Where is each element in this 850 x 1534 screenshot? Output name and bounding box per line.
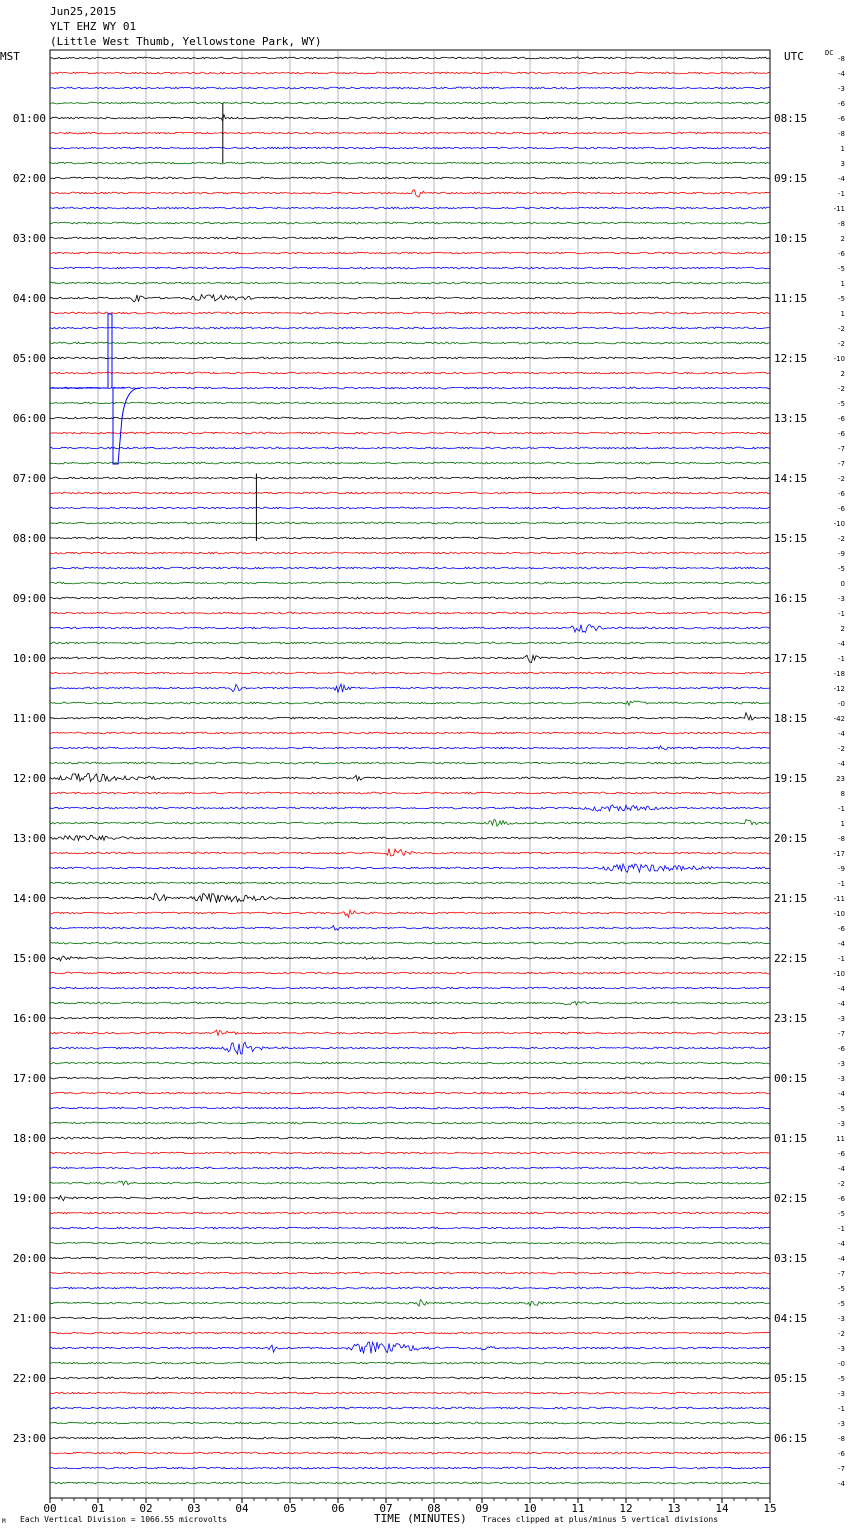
dc-offset-label: -5 bbox=[838, 565, 845, 573]
dc-offset-label: -7 bbox=[838, 1270, 845, 1278]
dc-offset-label: 1 bbox=[840, 280, 845, 288]
left-hour-label: 06:00 bbox=[12, 412, 46, 425]
left-hour-label: 11:00 bbox=[12, 712, 46, 725]
x-tick-label: 05 bbox=[283, 1502, 297, 1515]
footer-scale-note: Each Vertical Division = 1066.55 microvolts bbox=[20, 1515, 228, 1524]
trace-77 bbox=[50, 1212, 770, 1214]
trace-70 bbox=[50, 1107, 770, 1109]
trace-54 bbox=[50, 864, 770, 872]
dc-offset-label: -4 bbox=[838, 1165, 845, 1173]
trace-2 bbox=[50, 87, 770, 89]
dc-offset-label: -10 bbox=[833, 970, 845, 978]
trace-24 bbox=[50, 417, 770, 419]
x-tick-label: 10 bbox=[523, 1502, 537, 1515]
dc-offset-label: -0 bbox=[838, 700, 845, 708]
trace-87 bbox=[50, 1362, 770, 1364]
dc-offset-label: -11 bbox=[833, 205, 845, 213]
dc-offset-label: -3 bbox=[838, 595, 845, 603]
trace-12 bbox=[50, 237, 770, 239]
dc-offset-label: 2 bbox=[840, 235, 845, 243]
dc-offset-label: -1 bbox=[838, 610, 845, 618]
trace-88 bbox=[50, 1377, 770, 1379]
dc-offset-label: -5 bbox=[838, 400, 845, 408]
dc-offset-label: -6 bbox=[838, 1045, 845, 1053]
trace-81 bbox=[50, 1272, 770, 1274]
trace-10 bbox=[50, 207, 770, 209]
right-hour-label: 05:15 bbox=[774, 1372, 808, 1385]
x-tick-label: 12 bbox=[619, 1502, 633, 1515]
left-hour-label: 09:00 bbox=[12, 592, 46, 605]
right-hour-label: 02:15 bbox=[774, 1192, 808, 1205]
dc-offset-label: -17 bbox=[833, 850, 845, 858]
dc-offset-label: -1 bbox=[838, 655, 845, 663]
dc-offset-label: -6 bbox=[838, 100, 845, 108]
dc-offset-label: 1 bbox=[840, 820, 845, 828]
dc-offset-label: -6 bbox=[838, 415, 845, 423]
trace-82 bbox=[50, 1287, 770, 1289]
dc-offset-label: -3 bbox=[838, 1345, 845, 1353]
dc-offset-label: -3 bbox=[838, 1420, 845, 1428]
dc-offset-label: 2 bbox=[840, 625, 845, 633]
dc-offset-label: -6 bbox=[838, 250, 845, 258]
dc-offset-label: -1 bbox=[838, 1405, 845, 1413]
dc-offset-label: -8 bbox=[838, 220, 845, 228]
dc-offset-label: -18 bbox=[833, 670, 845, 678]
x-tick-label: 00 bbox=[43, 1502, 57, 1515]
left-timezone-label: MST bbox=[0, 50, 20, 63]
left-hour-label: 03:00 bbox=[12, 232, 46, 245]
dc-offset-label: -1 bbox=[838, 805, 845, 813]
trace-39 bbox=[50, 642, 770, 644]
dc-offset-label: -4 bbox=[838, 1000, 845, 1008]
offset-recovery bbox=[113, 388, 140, 464]
dc-offset-label: -7 bbox=[838, 460, 845, 468]
trace-55 bbox=[50, 882, 770, 884]
x-tick-label: 06 bbox=[331, 1502, 345, 1515]
trace-7 bbox=[50, 162, 770, 164]
dc-offset-label: -11 bbox=[833, 895, 845, 903]
right-hour-label: 00:15 bbox=[774, 1072, 808, 1085]
dc-offset-label: -7 bbox=[838, 445, 845, 453]
trace-8 bbox=[50, 177, 770, 179]
right-hour-label: 15:15 bbox=[774, 532, 808, 545]
trace-49 bbox=[50, 792, 770, 794]
left-hour-label: 13:00 bbox=[12, 832, 46, 845]
trace-31 bbox=[50, 522, 770, 524]
right-hour-label: 18:15 bbox=[774, 712, 808, 725]
trace-85 bbox=[50, 1332, 770, 1334]
trace-34 bbox=[50, 567, 770, 569]
trace-21 bbox=[50, 372, 770, 374]
trace-56 bbox=[50, 893, 770, 903]
trace-51 bbox=[50, 820, 770, 827]
dc-offset-label: -3 bbox=[838, 1015, 845, 1023]
corner-mark: M bbox=[2, 1518, 6, 1525]
dc-offset-label: -4 bbox=[838, 70, 845, 78]
dc-offset-label: -4 bbox=[838, 730, 845, 738]
dc-offset-label: -2 bbox=[838, 340, 845, 348]
trace-44 bbox=[50, 713, 770, 720]
trace-76 bbox=[50, 1196, 770, 1201]
dc-offset-label: -6 bbox=[838, 430, 845, 438]
trace-35 bbox=[50, 582, 770, 584]
dc-offset-label: -5 bbox=[838, 1285, 845, 1293]
left-hour-label: 08:00 bbox=[12, 532, 46, 545]
dc-offset-label: -6 bbox=[838, 1195, 845, 1203]
dc-offset-label: -12 bbox=[833, 685, 845, 693]
trace-23 bbox=[50, 402, 770, 404]
left-hour-label: 02:00 bbox=[12, 172, 46, 185]
trace-86 bbox=[50, 1342, 770, 1354]
trace-40 bbox=[50, 655, 770, 662]
trace-58 bbox=[50, 926, 770, 931]
right-hour-label: 04:15 bbox=[774, 1312, 808, 1325]
left-hour-label: 04:00 bbox=[12, 292, 46, 305]
right-timezone-label: UTC bbox=[784, 50, 804, 63]
x-axis-title: TIME (MINUTES) bbox=[374, 1512, 467, 1525]
trace-90 bbox=[50, 1407, 770, 1409]
left-hour-label: 22:00 bbox=[12, 1372, 46, 1385]
trace-72 bbox=[50, 1137, 770, 1139]
x-tick-label: 04 bbox=[235, 1502, 249, 1515]
header-date: Jun25,2015 bbox=[50, 5, 117, 18]
dc-offset-label: -6 bbox=[838, 505, 845, 513]
trace-65 bbox=[50, 1030, 770, 1036]
trace-61 bbox=[50, 972, 770, 974]
x-tick-label: 09 bbox=[475, 1502, 489, 1515]
right-hour-label: 16:15 bbox=[774, 592, 808, 605]
x-tick-label: 11 bbox=[571, 1502, 585, 1515]
dc-offset-label: -2 bbox=[838, 1330, 845, 1338]
dc-offset-label: -4 bbox=[838, 940, 845, 948]
trace-74 bbox=[50, 1167, 770, 1169]
right-hour-label: 13:15 bbox=[774, 412, 808, 425]
x-tick-label: 13 bbox=[667, 1502, 681, 1515]
trace-64 bbox=[50, 1017, 770, 1019]
dc-offset-label: -2 bbox=[838, 535, 845, 543]
trace-92 bbox=[50, 1437, 770, 1439]
trace-33 bbox=[50, 552, 770, 554]
right-hour-label: 08:15 bbox=[774, 112, 808, 125]
trace-27 bbox=[50, 462, 770, 464]
left-hour-label: 12:00 bbox=[12, 772, 46, 785]
trace-36 bbox=[50, 597, 770, 599]
dc-offset-label: -4 bbox=[838, 1240, 845, 1248]
left-hour-label: 05:00 bbox=[12, 352, 46, 365]
right-hour-label: 01:15 bbox=[774, 1132, 808, 1145]
dc-offset-label: -1 bbox=[838, 190, 845, 198]
trace-63 bbox=[50, 1001, 770, 1005]
trace-11 bbox=[50, 222, 770, 224]
dc-offset-label: -3 bbox=[838, 1075, 845, 1083]
dc-offset-label: -8 bbox=[838, 130, 845, 138]
trace-84 bbox=[50, 1317, 770, 1319]
trace-37 bbox=[50, 612, 770, 614]
dc-offset-label: -6 bbox=[838, 490, 845, 498]
trace-14 bbox=[50, 267, 770, 269]
trace-13 bbox=[50, 252, 770, 254]
right-hour-label: 09:15 bbox=[774, 172, 808, 185]
dc-offset-label: -4 bbox=[838, 1255, 845, 1263]
trace-32 bbox=[50, 537, 770, 539]
trace-93 bbox=[50, 1452, 770, 1454]
right-hour-label: 23:15 bbox=[774, 1012, 808, 1025]
right-hour-label: 14:15 bbox=[774, 472, 808, 485]
trace-68 bbox=[50, 1077, 770, 1079]
trace-25 bbox=[50, 432, 770, 434]
x-tick-label: 07 bbox=[379, 1502, 393, 1515]
dc-offset-label: 1 bbox=[840, 310, 845, 318]
dc-offset-label: -4 bbox=[838, 760, 845, 768]
right-hour-label: 19:15 bbox=[774, 772, 808, 785]
trace-80 bbox=[50, 1257, 770, 1259]
header-location: (Little West Thumb, Yellowstone Park, WY) bbox=[50, 35, 322, 48]
trace-60 bbox=[50, 956, 770, 961]
dc-offset-label: 0 bbox=[840, 580, 845, 588]
trace-71 bbox=[50, 1122, 770, 1124]
x-tick-label: 03 bbox=[187, 1502, 201, 1515]
dc-offset-label: -4 bbox=[838, 175, 845, 183]
trace-30 bbox=[50, 507, 770, 509]
trace-1 bbox=[50, 72, 770, 74]
dc-offset-label: 23 bbox=[836, 775, 845, 783]
x-tick-label: 08 bbox=[427, 1502, 441, 1515]
right-hour-label: 22:15 bbox=[774, 952, 808, 965]
left-hour-label: 16:00 bbox=[12, 1012, 46, 1025]
trace-69 bbox=[50, 1092, 770, 1094]
trace-66 bbox=[50, 1042, 770, 1054]
offset-step bbox=[50, 314, 126, 388]
left-hour-label: 10:00 bbox=[12, 652, 46, 665]
right-hour-label: 21:15 bbox=[774, 892, 808, 905]
trace-52 bbox=[50, 835, 770, 840]
trace-62 bbox=[50, 987, 770, 989]
dc-offset-label: -1 bbox=[838, 880, 845, 888]
dc-offset-label: -3 bbox=[838, 1120, 845, 1128]
dc-offset-label: -2 bbox=[838, 325, 845, 333]
dc-offset-label: -7 bbox=[838, 1030, 845, 1038]
dc-offset-label: -10 bbox=[833, 520, 845, 528]
trace-75 bbox=[50, 1181, 770, 1185]
dc-offset-label: -10 bbox=[833, 910, 845, 918]
dc-label: DC bbox=[825, 49, 834, 57]
trace-15 bbox=[50, 282, 770, 284]
trace-41 bbox=[50, 672, 770, 674]
dc-offset-label: -3 bbox=[838, 85, 845, 93]
trace-46 bbox=[50, 746, 770, 750]
dc-offset-label: -5 bbox=[838, 265, 845, 273]
trace-83 bbox=[50, 1300, 770, 1307]
left-hour-label: 19:00 bbox=[12, 1192, 46, 1205]
right-hour-label: 06:15 bbox=[774, 1432, 808, 1445]
right-hour-label: 12:15 bbox=[774, 352, 808, 365]
trace-79 bbox=[50, 1242, 770, 1244]
trace-53 bbox=[50, 849, 770, 856]
dc-offset-label: -9 bbox=[838, 865, 845, 873]
dc-offset-label: -0 bbox=[838, 1360, 845, 1368]
trace-42 bbox=[50, 684, 770, 692]
dc-offset-label: -3 bbox=[838, 1060, 845, 1068]
dc-offset-label: -6 bbox=[838, 1150, 845, 1158]
trace-17 bbox=[50, 312, 770, 314]
trace-50 bbox=[50, 805, 770, 811]
trace-5 bbox=[50, 132, 770, 134]
trace-48 bbox=[50, 774, 770, 782]
trace-16 bbox=[50, 294, 770, 301]
dc-offset-label: -7 bbox=[838, 1465, 845, 1473]
dc-offset-label: -8 bbox=[838, 1435, 845, 1443]
trace-59 bbox=[50, 942, 770, 944]
dc-offset-label: -6 bbox=[838, 115, 845, 123]
dc-offset-label: -8 bbox=[838, 835, 845, 843]
dc-offset-label: -10 bbox=[833, 355, 845, 363]
dc-offset-label: -3 bbox=[838, 1315, 845, 1323]
left-hour-label: 18:00 bbox=[12, 1132, 46, 1145]
trace-9 bbox=[50, 190, 770, 197]
dc-offset-label: -2 bbox=[838, 475, 845, 483]
trace-22 bbox=[50, 387, 770, 389]
header-station: YLT EHZ WY 01 bbox=[50, 20, 137, 33]
left-hour-label: 20:00 bbox=[12, 1252, 46, 1265]
trace-6 bbox=[50, 147, 770, 149]
dc-offset-label: -4 bbox=[838, 1480, 845, 1488]
trace-0 bbox=[50, 57, 770, 59]
dc-offset-label: -5 bbox=[838, 1105, 845, 1113]
dc-offset-label: -8 bbox=[838, 55, 845, 63]
dc-offset-label: -5 bbox=[838, 295, 845, 303]
trace-38 bbox=[50, 625, 770, 633]
trace-47 bbox=[50, 762, 770, 764]
dc-offset-label: -4 bbox=[838, 640, 845, 648]
trace-94 bbox=[50, 1467, 770, 1469]
x-tick-label: 02 bbox=[139, 1502, 153, 1515]
dc-offset-label: -2 bbox=[838, 745, 845, 753]
dc-offset-label: -3 bbox=[838, 1390, 845, 1398]
dc-offset-label: 8 bbox=[840, 790, 845, 798]
dc-offset-label: -2 bbox=[838, 385, 845, 393]
trace-26 bbox=[50, 447, 770, 449]
right-hour-label: 03:15 bbox=[774, 1252, 808, 1265]
dc-offset-label: -6 bbox=[838, 1450, 845, 1458]
right-hour-label: 10:15 bbox=[774, 232, 808, 245]
trace-89 bbox=[50, 1392, 770, 1394]
trace-20 bbox=[50, 357, 770, 359]
dc-offset-label: -1 bbox=[838, 1225, 845, 1233]
trace-78 bbox=[50, 1227, 770, 1229]
left-hour-label: 15:00 bbox=[12, 952, 46, 965]
dc-offset-label: 1 bbox=[840, 145, 845, 153]
trace-28 bbox=[50, 477, 770, 479]
x-tick-label: 15 bbox=[763, 1502, 777, 1515]
right-hour-label: 17:15 bbox=[774, 652, 808, 665]
dc-offset-label: -5 bbox=[838, 1210, 845, 1218]
dc-offset-label: -2 bbox=[838, 1180, 845, 1188]
trace-43 bbox=[50, 701, 770, 706]
trace-57 bbox=[50, 910, 770, 917]
trace-18 bbox=[50, 327, 770, 329]
dc-offset-label: -5 bbox=[838, 1300, 845, 1308]
left-hour-label: 14:00 bbox=[12, 892, 46, 905]
trace-19 bbox=[50, 342, 770, 344]
dc-offset-label: -4 bbox=[838, 1090, 845, 1098]
trace-73 bbox=[50, 1152, 770, 1154]
left-hour-label: 07:00 bbox=[12, 472, 46, 485]
dc-offset-label: -1 bbox=[838, 955, 845, 963]
left-hour-label: 01:00 bbox=[12, 112, 46, 125]
trace-29 bbox=[50, 492, 770, 494]
dc-offset-label: 11 bbox=[836, 1135, 845, 1143]
trace-67 bbox=[50, 1062, 770, 1064]
dc-offset-label: 3 bbox=[840, 160, 845, 168]
dc-offset-label: -42 bbox=[833, 715, 845, 723]
trace-4 bbox=[50, 115, 770, 121]
dc-offset-label: -6 bbox=[838, 925, 845, 933]
left-hour-label: 21:00 bbox=[12, 1312, 46, 1325]
dc-offset-label: -5 bbox=[838, 1375, 845, 1383]
trace-45 bbox=[50, 732, 770, 734]
trace-95 bbox=[50, 1482, 770, 1484]
dc-offset-label: -4 bbox=[838, 985, 845, 993]
x-tick-label: 14 bbox=[715, 1502, 729, 1515]
right-hour-label: 11:15 bbox=[774, 292, 808, 305]
dc-offset-label: -9 bbox=[838, 550, 845, 558]
trace-91 bbox=[50, 1422, 770, 1424]
x-tick-label: 01 bbox=[91, 1502, 105, 1515]
right-hour-label: 20:15 bbox=[774, 832, 808, 845]
footer-clip-note: Traces clipped at plus/minus 5 vertical divisions bbox=[482, 1515, 719, 1524]
dc-offset-label: 2 bbox=[840, 370, 845, 378]
trace-3 bbox=[50, 102, 770, 104]
left-hour-label: 17:00 bbox=[12, 1072, 46, 1085]
left-hour-label: 23:00 bbox=[12, 1432, 46, 1445]
